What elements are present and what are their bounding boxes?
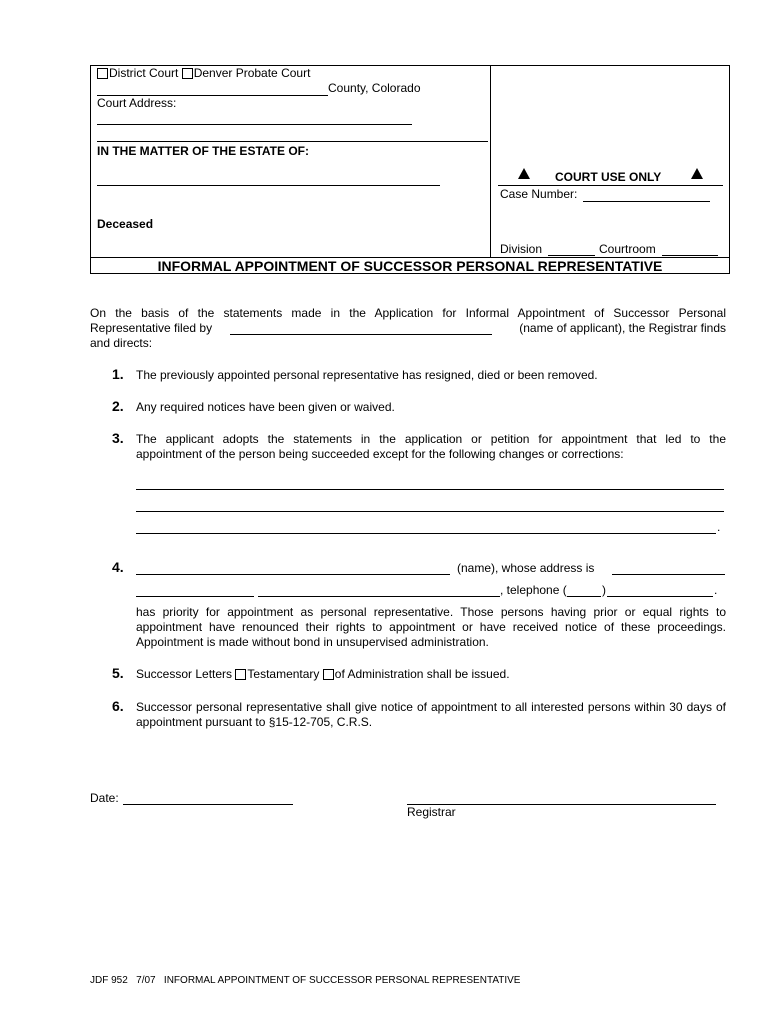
administration-checkbox[interactable] (323, 669, 334, 680)
deceased-label: Deceased (97, 217, 154, 231)
intro-line-3: and directs: (90, 336, 153, 350)
corrections-period: . (717, 520, 721, 534)
corrections-line-1[interactable] (136, 489, 724, 490)
item-4-telephone-label: , telephone ( (500, 583, 567, 597)
court-use-only-label: COURT USE ONLY (555, 170, 662, 184)
caption-divider (490, 65, 491, 257)
up-arrow-right-icon (691, 168, 703, 179)
priority-address-field-2[interactable] (136, 596, 254, 597)
item-6-number: 6. (112, 698, 124, 714)
item-5-text-b: Testamentary (247, 667, 320, 681)
denver-probate-checkbox[interactable] (182, 68, 193, 79)
estate-name-field[interactable] (97, 185, 440, 186)
applicant-name-field[interactable] (230, 334, 492, 335)
item-2-text: Any required notices have been given or waived. (136, 400, 395, 414)
item-2-number: 2. (112, 398, 124, 414)
courtroom-label: Courtroom (599, 242, 656, 256)
district-court-label: District Court (109, 66, 179, 80)
priority-address-field-3[interactable] (258, 596, 500, 597)
registrar-label: Registrar (407, 805, 456, 819)
district-court-checkbox[interactable] (97, 68, 108, 79)
date-label: Date: (90, 791, 119, 805)
court-use-separator (498, 185, 723, 186)
case-number-label: Case Number: (500, 187, 578, 201)
item-3-text-a: The applicant adopts the statements in the application or petition for appointment that led to the (136, 432, 726, 446)
item-3-text-b: appointment of the person being succeeded except for the following changes or corrections: (136, 447, 624, 461)
corrections-line-3[interactable] (136, 533, 716, 534)
up-arrow-left-icon (518, 168, 530, 179)
case-number-field[interactable] (583, 201, 710, 202)
item-5-text-c: of Administration shall be issued. (334, 667, 510, 681)
caption-separator (97, 141, 488, 142)
telephone-number-field[interactable] (607, 596, 713, 597)
item-3-number: 3. (112, 430, 124, 446)
item-4-name-label: (name), whose address is (457, 561, 595, 575)
item-1-number: 1. (112, 366, 124, 382)
telephone-area-field[interactable] (567, 596, 601, 597)
date-field[interactable] (123, 804, 293, 805)
item-5-text-a: Successor Letters (136, 667, 233, 681)
county-label: County, Colorado (328, 81, 421, 95)
intro-line-2-end: (name of applicant), the Registrar finds (519, 321, 726, 335)
division-label: Division (500, 242, 543, 256)
form-title: INFORMAL APPOINTMENT OF SUCCESSOR PERSONAL REPRESENTATIVE (157, 258, 663, 274)
estate-matter-label: IN THE MATTER OF THE ESTATE OF: (97, 144, 309, 158)
item-1-text: The previously appointed personal representative has resigned, died or been removed. (136, 368, 598, 382)
footer-text: JDF 952 7/07 INFORMAL APPOINTMENT OF SUCCESSOR PERSONAL REPRESENTATIVE (90, 975, 521, 986)
item-6-text: Successor personal representative shall give notice of appointment to all interested persons within 30 days of appointment pursuant to §15-12-705, C.R.S. (136, 700, 726, 729)
courtroom-field[interactable] (662, 255, 718, 256)
item-4-body: has priority for appointment as personal representative. Those persons having prior or equal rights to appointment have renounced their rights to appointment or have received notice of these proceedings. Appointment is made without bond in unsupervised administration. (136, 605, 726, 649)
intro-line-2-start: Representative filed by (90, 321, 213, 335)
division-field[interactable] (548, 255, 595, 256)
court-address-label: Court Address: (97, 96, 177, 110)
denver-probate-label: Denver Probate Court (193, 66, 311, 80)
item-4-number: 4. (112, 559, 124, 575)
item-4-period: . (714, 583, 718, 597)
priority-name-field[interactable] (136, 574, 450, 575)
corrections-line-2[interactable] (136, 511, 724, 512)
item-4-paren-close: ) (602, 583, 606, 597)
intro-line-1: On the basis of the statements made in the Application for Informal Appointment of Successor Personal (90, 306, 726, 320)
item-5-number: 5. (112, 665, 124, 681)
priority-address-field[interactable] (612, 574, 725, 575)
testamentary-checkbox[interactable] (235, 669, 246, 680)
court-address-field[interactable] (97, 124, 412, 125)
